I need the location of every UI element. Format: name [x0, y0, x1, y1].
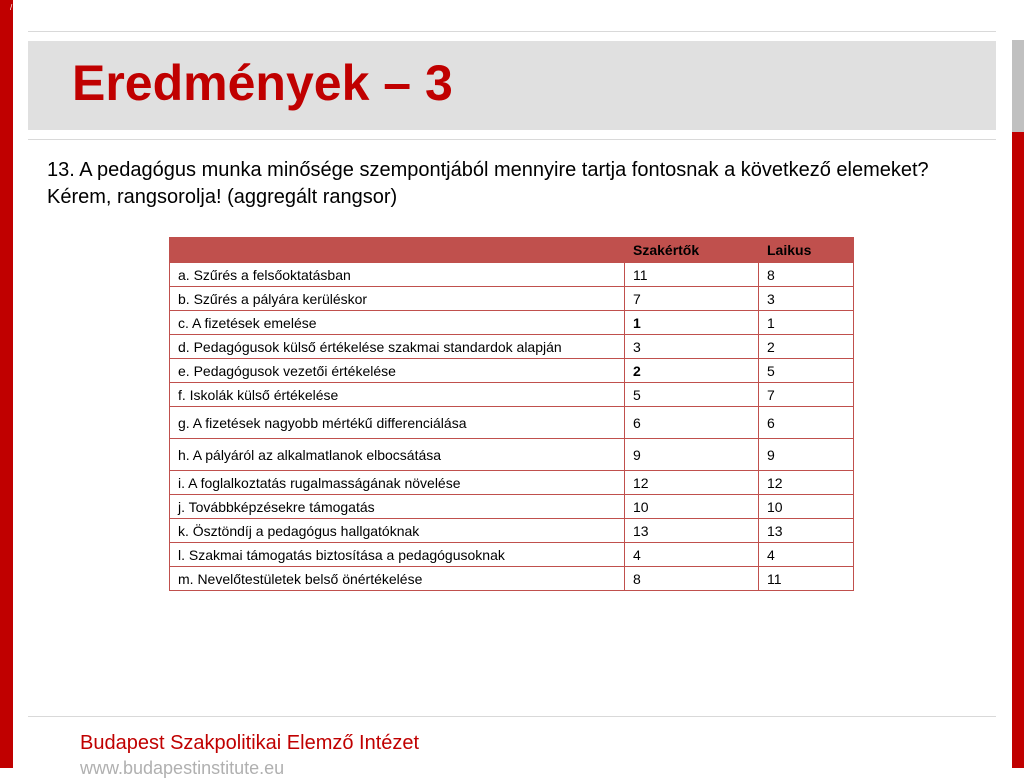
row-szakertok: 12 — [625, 471, 759, 495]
row-item: a. Szűrés a felsőoktatásban — [170, 263, 625, 287]
table-row — [170, 495, 854, 519]
table-header-row — [170, 238, 854, 263]
row-szakertok: 3 — [625, 335, 759, 359]
row-item: b. Szűrés a pályára kerüléskor — [170, 287, 625, 311]
header-szakertok: Szakértők — [625, 238, 759, 263]
row-szakertok: 4 — [625, 543, 759, 567]
table-row — [170, 471, 854, 495]
table-row — [170, 567, 854, 591]
row-item: m. Nevelőtestületek belső önértékelése — [170, 567, 625, 591]
row-laikus: 11 — [759, 567, 854, 591]
footer-institute-name: Budapest Szakpolitikai Elemző Intézet — [80, 732, 420, 754]
row-item: d. Pedagógusok külső értékelése szakmai standardok alapján — [170, 335, 625, 359]
row-szakertok: 1 — [625, 311, 759, 335]
table-row — [170, 543, 854, 567]
row-szakertok: 13 — [625, 519, 759, 543]
left-accent-bar — [0, 0, 13, 768]
top-divider — [28, 31, 996, 32]
row-item: c. A fizetések emelése — [170, 311, 625, 335]
row-laikus: 3 — [759, 287, 854, 311]
table-row — [170, 359, 854, 383]
table-row — [170, 407, 854, 439]
table-row — [170, 383, 854, 407]
row-szakertok: 11 — [625, 263, 759, 287]
row-laikus: 10 — [759, 495, 854, 519]
row-szakertok: 9 — [625, 439, 759, 471]
slide-title: Eredmények – 3 — [72, 55, 453, 111]
title-divider — [28, 139, 996, 140]
table-row — [170, 439, 854, 471]
row-laikus: 9 — [759, 439, 854, 471]
table-row — [170, 335, 854, 359]
header-item — [170, 238, 625, 263]
row-item: i. A foglalkoztatás rugalmasságának növelése — [170, 471, 625, 495]
row-laikus: 13 — [759, 519, 854, 543]
row-item: h. A pályáról az alkalmatlanok elbocsátása — [170, 439, 625, 471]
row-item: f. Iskolák külső értékelése — [170, 383, 625, 407]
row-item: g. A fizetések nagyobb mértékű differenciálása — [170, 407, 625, 439]
right-accent-gray — [1012, 40, 1024, 132]
row-laikus: 8 — [759, 263, 854, 287]
footer-website-link[interactable]: www.budapestinstitute.eu — [80, 758, 285, 778]
ranking-table — [169, 237, 854, 591]
row-laikus: 4 — [759, 543, 854, 567]
row-szakertok: 7 — [625, 287, 759, 311]
footer-divider — [28, 716, 996, 717]
question-text: 13. A pedagógus munka minősége szempontjából mennyire tartja fontosnak a következő elemeket? Kérem, rangsorolja! (aggregált rangsor) — [47, 159, 929, 208]
row-laikus: 6 — [759, 407, 854, 439]
row-szakertok: 8 — [625, 567, 759, 591]
row-szakertok: 5 — [625, 383, 759, 407]
row-laikus: 12 — [759, 471, 854, 495]
row-laikus: 7 — [759, 383, 854, 407]
row-szakertok: 2 — [625, 359, 759, 383]
header-laikus: Laikus — [759, 238, 854, 263]
row-laikus: 1 — [759, 311, 854, 335]
row-item: l. Szakmai támogatás biztosítása a pedagógusoknak — [170, 543, 625, 567]
row-item: j. Továbbképzésekre támogatás — [170, 495, 625, 519]
row-item: k. Ösztöndíj a pedagógus hallgatóknak — [170, 519, 625, 543]
row-laikus: 5 — [759, 359, 854, 383]
table-row — [170, 519, 854, 543]
table-row — [170, 311, 854, 335]
right-accent-red — [1012, 132, 1024, 768]
table-row — [170, 287, 854, 311]
row-laikus: 2 — [759, 335, 854, 359]
row-szakertok: 10 — [625, 495, 759, 519]
table-row — [170, 263, 854, 287]
row-szakertok: 6 — [625, 407, 759, 439]
row-item: e. Pedagógusok vezetői értékelése — [170, 359, 625, 383]
corner-mark: / — [10, 3, 13, 12]
